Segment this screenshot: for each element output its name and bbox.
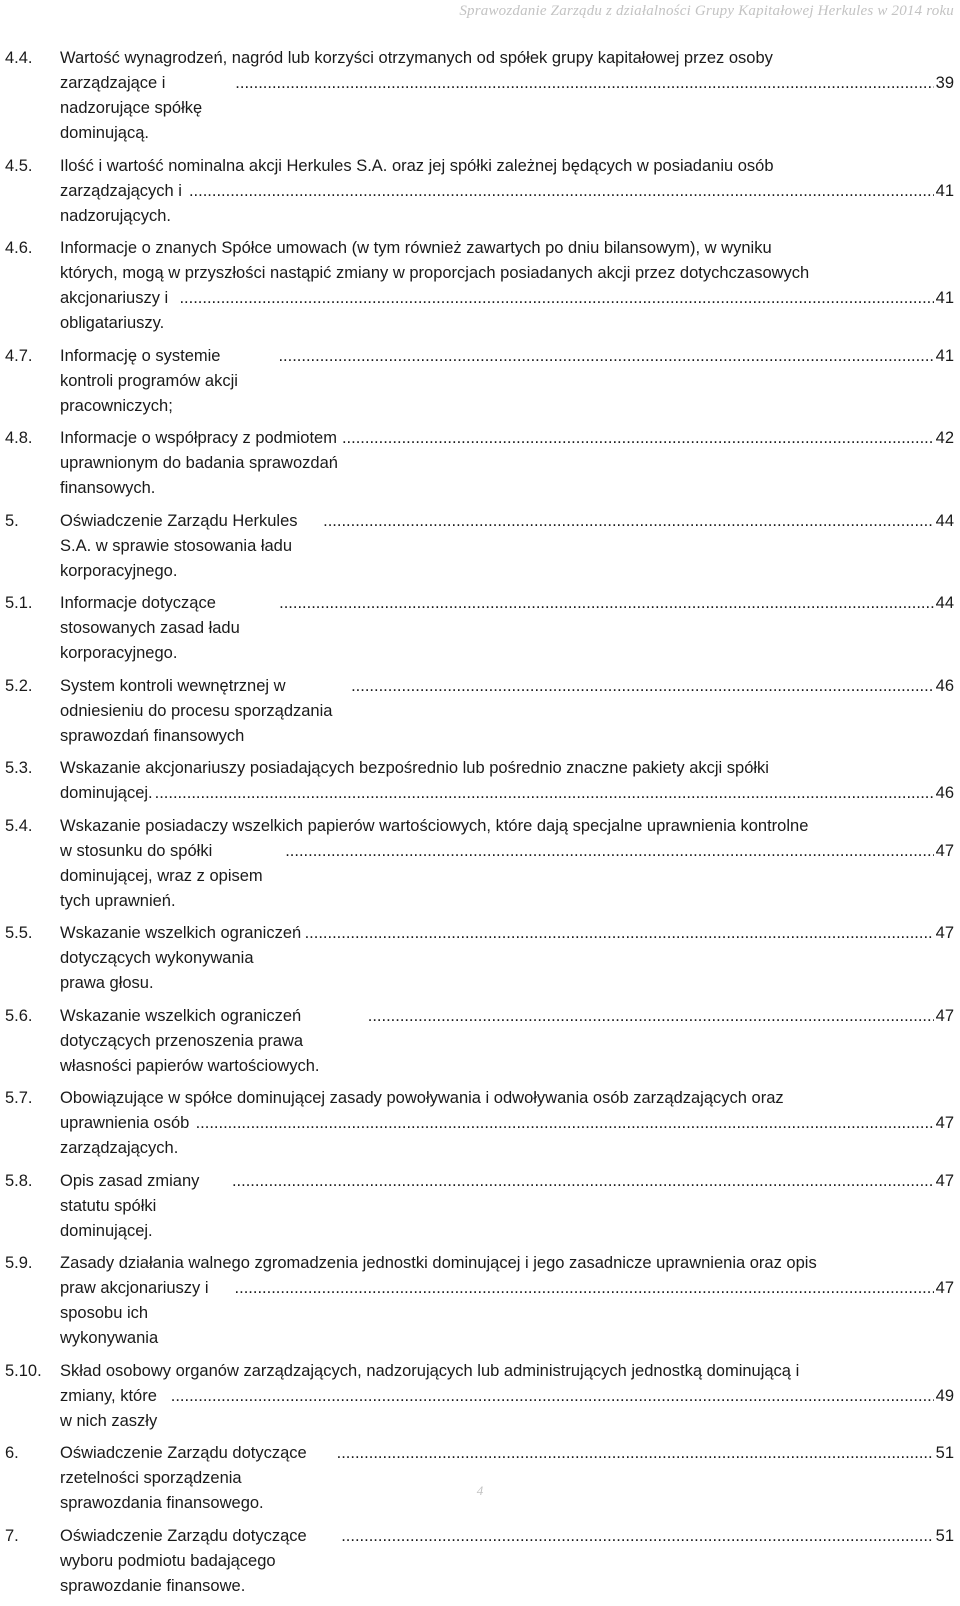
toc-page-number: 47 (935, 841, 954, 860)
toc-entry-final-line (60, 344, 954, 419)
toc-entry-number: 4.6. (5, 239, 33, 257)
toc-entry[interactable] (5, 1441, 954, 1516)
toc-entry-title-line: Oświadczenie Zarządu dotyczące rzetelności sporządzenia sprawozdania finansowego. (60, 1444, 307, 1512)
toc-entry-title-line: zmiany, które w nich zaszły (60, 1386, 158, 1430)
toc-entry-body (60, 814, 954, 914)
toc-entry-final-line (60, 1004, 954, 1079)
toc-dot-leader (278, 344, 933, 369)
toc-entry-body (60, 1524, 954, 1599)
toc-entry[interactable] (5, 921, 954, 996)
toc-entry-title-line: Opis zasad zmiany statutu spółki dominującej. (60, 1171, 200, 1240)
toc-entry[interactable] (5, 154, 954, 229)
toc-entry-title-line: zarządzające i nadzorujące spółkę dominującą. (60, 74, 203, 142)
toc-page-number: 41 (935, 181, 954, 200)
page-number: 4 (476, 1483, 484, 1498)
toc-entry-title-line: Informację o systemie kontroli programów akcji pracowniczych; (60, 346, 238, 415)
toc-entry-title-line: Zasady działania walnego zgromadzenia jednostki dominującej i jego zasadnicze uprawnienia oraz opis (60, 1254, 817, 1272)
toc-entry[interactable] (5, 1086, 954, 1161)
toc-entry-body (60, 154, 954, 229)
toc-entry-title-line: zarządzających i nadzorujących. (60, 181, 182, 225)
toc-page-number: 46 (935, 676, 954, 695)
toc-entry-title-line: dominującej. (60, 784, 153, 802)
toc-dot-leader (323, 509, 934, 534)
toc-entry[interactable] (5, 509, 954, 584)
toc-dot-leader (341, 1524, 933, 1549)
toc-entry[interactable] (5, 1524, 954, 1599)
toc-entry-number: 5.8. (5, 1171, 33, 1190)
toc-entry-title-line: w stosunku do spółki dominującej, wraz z opisem tych uprawnień. (60, 841, 263, 910)
toc-entry-title-line: Informacje dotyczące stosowanych zasad ładu korporacyjnego. (60, 594, 240, 662)
toc-dot-leader (189, 179, 934, 204)
toc-entry-title-line: Oświadczenie Zarządu Herkules S.A. w sprawie stosowania ładu korporacyjnego. (60, 511, 298, 580)
toc-entry[interactable] (5, 344, 954, 419)
toc-entry-final-line (60, 1384, 954, 1434)
toc-page-number: 39 (935, 74, 954, 92)
toc-page-number: 51 (935, 1526, 954, 1545)
toc-entry-body (60, 1004, 954, 1079)
toc-entry-final-line (60, 591, 954, 666)
toc-dot-leader (235, 71, 933, 96)
toc-entry-final-line (60, 286, 954, 336)
toc-entry-number: 6. (5, 1444, 19, 1462)
toc-entry-title-line: uprawnienia osób zarządzających. (60, 1114, 190, 1157)
toc-dot-leader (337, 1441, 934, 1466)
toc-entry[interactable] (5, 46, 954, 146)
toc-entry-number: 5.10. (5, 1361, 42, 1380)
toc-dot-leader (171, 1384, 934, 1409)
toc-dot-leader (196, 1111, 934, 1136)
toc-entry-number: 5.1. (5, 594, 33, 612)
toc-entry-number: 5.2. (5, 676, 33, 695)
toc-dot-leader (305, 921, 934, 946)
toc-entry-number: 5. (5, 511, 19, 530)
toc-entry-title-line: akcjonariuszy i obligatariuszy. (60, 289, 169, 332)
toc-page-number: 44 (935, 511, 954, 530)
toc-entry-title-line: Wskazanie wszelkich ograniczeń dotyczących przenoszenia prawa własności papierów wartościowych. (60, 1006, 320, 1075)
toc-entry-body (60, 921, 954, 996)
toc-page-number: 47 (935, 924, 954, 942)
toc-entry-title-line: praw akcjonariuszy i sposobu ich wykonywania (60, 1279, 209, 1347)
toc-entry-title-line: Wskazanie akcjonariuszy posiadających bezpośrednio lub pośrednio znaczne pakiety akcji spółki (60, 759, 769, 777)
toc-entry-body (60, 1251, 954, 1351)
toc-entry-title-line: Ilość i wartość nominalna akcji Herkules S.A. oraz jej spółki zależnej będących w posiadaniu osób (60, 156, 774, 175)
toc-entry[interactable] (5, 1169, 954, 1244)
toc-entry-body (60, 1086, 954, 1161)
table-of-contents (5, 46, 954, 1606)
toc-entry-body (60, 674, 954, 749)
toc-entry-final-line (60, 1524, 954, 1599)
toc-entry-final-line (60, 674, 954, 749)
toc-entry-title-line: Wartość wynagrodzeń, nagród lub korzyści otrzymanych od spółek grupy kapitałowej przez osoby (60, 49, 773, 67)
toc-entry-body (60, 426, 954, 501)
toc-dot-leader (342, 426, 934, 451)
toc-entry-number: 7. (5, 1526, 19, 1545)
toc-page-number: 47 (935, 1006, 954, 1025)
toc-entry[interactable] (5, 1251, 954, 1351)
toc-page-number: 42 (935, 429, 954, 447)
toc-page-number: 46 (935, 784, 954, 802)
toc-dot-leader (351, 674, 934, 699)
toc-entry-final-line (60, 71, 954, 146)
toc-dot-leader (179, 286, 933, 311)
toc-entry-body (60, 1441, 954, 1516)
toc-entry-title-line: których, mogą w przyszłości nastąpić zmiany w proporcjach posiadanych akcji przez dotychczasowych (60, 264, 810, 282)
toc-entry-body (60, 344, 954, 419)
toc-entry-final-line (60, 1276, 954, 1351)
toc-entry-title-line: Obowiązujące w spółce dominującej zasady powoływania i odwoływania osób zarządzających oraz (60, 1089, 784, 1107)
toc-entry-title-line: Informacje o współpracy z podmiotem uprawnionym do badania sprawozdań finansowych. (60, 429, 338, 497)
toc-entry-number: 4.8. (5, 429, 33, 447)
toc-page-number: 49 (935, 1386, 954, 1405)
toc-entry-title-line: Skład osobowy organów zarządzających, nadzorujących lub administrujących jednostką dominującą i (60, 1361, 800, 1380)
toc-entry[interactable] (5, 426, 954, 501)
toc-page-number: 47 (935, 1114, 954, 1132)
toc-page-number: 47 (935, 1171, 954, 1190)
toc-entry-final-line (60, 1111, 954, 1161)
toc-entry-body (60, 1359, 954, 1434)
toc-entry-number: 5.7. (5, 1089, 33, 1107)
toc-entry-final-line (60, 921, 954, 996)
toc-dot-leader (155, 781, 934, 806)
toc-entry-title-line: Wskazanie wszelkich ograniczeń dotyczących wykonywania prawa głosu. (60, 924, 302, 992)
toc-entry-number: 5.5. (5, 924, 33, 942)
toc-entry[interactable] (5, 756, 954, 806)
toc-entry-body (60, 591, 954, 666)
toc-page-number: 41 (935, 289, 954, 307)
toc-entry-number: 5.6. (5, 1006, 33, 1025)
toc-entry-final-line (60, 509, 954, 584)
toc-dot-leader (368, 1004, 934, 1029)
toc-dot-leader (232, 1169, 934, 1194)
toc-entry-final-line (60, 426, 954, 501)
toc-entry[interactable] (5, 1004, 954, 1079)
toc-dot-leader (279, 591, 934, 616)
toc-entry[interactable] (5, 674, 954, 749)
toc-entry-final-line (60, 781, 954, 806)
toc-entry-body (60, 509, 954, 584)
toc-entry[interactable] (5, 1359, 954, 1434)
toc-page-number: 41 (935, 346, 954, 365)
toc-entry[interactable] (5, 814, 954, 914)
running-header: Sprawozdanie Zarządu z działalności Grupy Kapitałowej Herkules w 2014 roku (459, 3, 954, 19)
toc-entry-body (60, 46, 954, 146)
toc-entry-number: 5.3. (5, 759, 33, 777)
toc-page-number: 47 (935, 1279, 954, 1297)
toc-page-number: 44 (935, 594, 954, 612)
toc-entry-number: 4.5. (5, 156, 33, 175)
toc-entry-body (60, 756, 954, 806)
toc-dot-leader (235, 1276, 934, 1301)
toc-entry-number: 4.4. (5, 49, 33, 67)
toc-entry-final-line (60, 1441, 954, 1516)
toc-entry-body (60, 236, 954, 336)
toc-entry-final-line (60, 1169, 954, 1244)
toc-dot-leader (285, 839, 933, 864)
toc-entry-number: 4.7. (5, 346, 33, 365)
toc-entry-title-line: Wskazanie posiadaczy wszelkich papierów wartościowych, które dają specjalne uprawnienia kontrolne (60, 816, 809, 835)
toc-entry-title-line: Informacje o znanych Spółce umowach (w tym również zawartych po dniu bilansowym), w wyniku (60, 239, 772, 257)
toc-page-number: 51 (935, 1444, 954, 1462)
toc-entry[interactable] (5, 591, 954, 666)
toc-entry-title-line: Oświadczenie Zarządu dotyczące wyboru podmiotu badającego sprawozdanie finansowe. (60, 1526, 307, 1595)
toc-entry-final-line (60, 179, 954, 229)
toc-entry[interactable] (5, 236, 954, 336)
toc-entry-title-line: System kontroli wewnętrznej w odniesieniu do procesu sporządzania sprawozdań finansowych (60, 676, 333, 745)
toc-entry-body (60, 1169, 954, 1244)
toc-entry-number: 5.4. (5, 816, 33, 835)
toc-entry-final-line (60, 839, 954, 914)
toc-entry-number: 5.9. (5, 1254, 33, 1272)
